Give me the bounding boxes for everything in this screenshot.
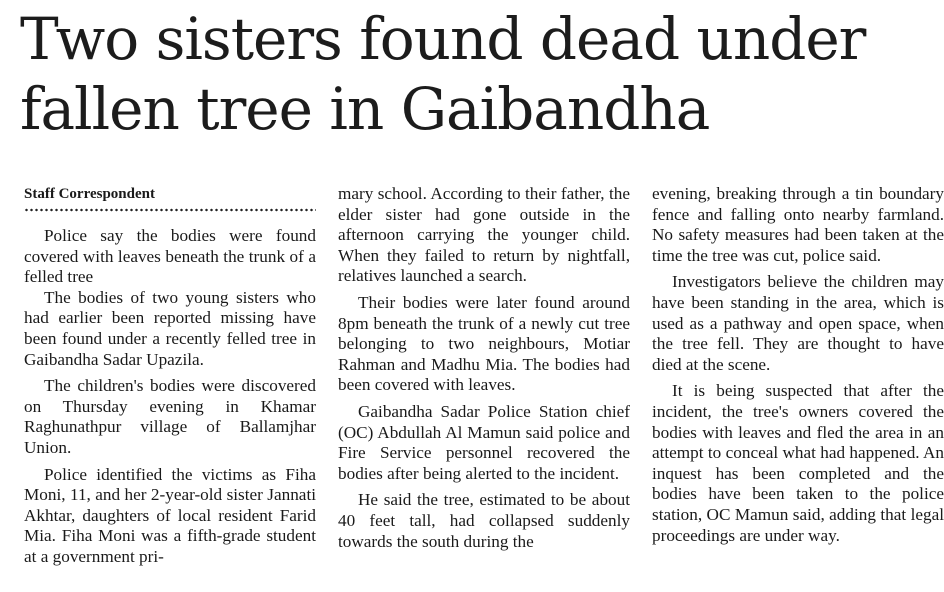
paragraph: The bodies of two young sisters who had earlier been reported missing have been found under a recently felled tree in Gaibandha Sadar Upazila. [24, 287, 316, 369]
paragraph: The children's bodies were discovered on Thursday evening in Khamar Raghunathpur village of Ballamjhar Union. [24, 376, 316, 457]
paragraph: Investigators believe the children may have been standing in the area, which is used as a pathway and open space, when the tree fell. They are thought to have died at the scene. [652, 272, 944, 374]
article-column-3 [652, 184, 944, 546]
paragraph: He said the tree, estimated to be about 40 feet tall, had collapsed suddenly towards the south during the [338, 490, 630, 551]
article-column-2 [338, 184, 630, 552]
headline: Two sisters found dead under fallen tree in Gaibandha [20, 5, 866, 143]
paragraph: Police identified the victims as Fiha Moni, 11, and her 2-year-old sister Jannati Akhtar, daughters of local resident Farid Mia. Fiha Moni was a fifth-grade student at a government pri- [24, 464, 316, 566]
article-column-1 [24, 184, 316, 568]
byline: Staff Correspondent [24, 186, 155, 202]
paragraph: mary school. According to their father, the elder sister had gone outside in the afternoon carrying the younger child. When they failed to return by nightfall, relatives launched a search. [338, 184, 630, 286]
paragraph: Gaibandha Sadar Police Station chief (OC) Abdullah Al Mamun said police and Fire Service personnel recovered the bodies after being alerted to the incident. [338, 401, 630, 483]
intro-paragraph: Police say the bodies were found covered with leaves beneath the trunk of a felled tree [24, 226, 316, 287]
byline-divider [24, 207, 316, 213]
paragraph: evening, breaking through a tin boundary fence and falling onto nearby farmland. No safety measures had been taken at the time the tree was cut, police said. [652, 184, 944, 265]
paragraph: It is being suspected that after the incident, the tree's owners covered the bodies with leaves and fled the area in an attempt to conceal what had happened. An inquest has been completed and the bodies have been taken to the police station, OC Mamun said, adding that legal proceedings are under way. [652, 381, 944, 545]
paragraph: Their bodies were later found around 8pm beneath the trunk of a newly cut tree belonging to two neighbours, Motiar Rahman and Madhu Mia. The bodies had been covered with leaves. [338, 292, 630, 395]
